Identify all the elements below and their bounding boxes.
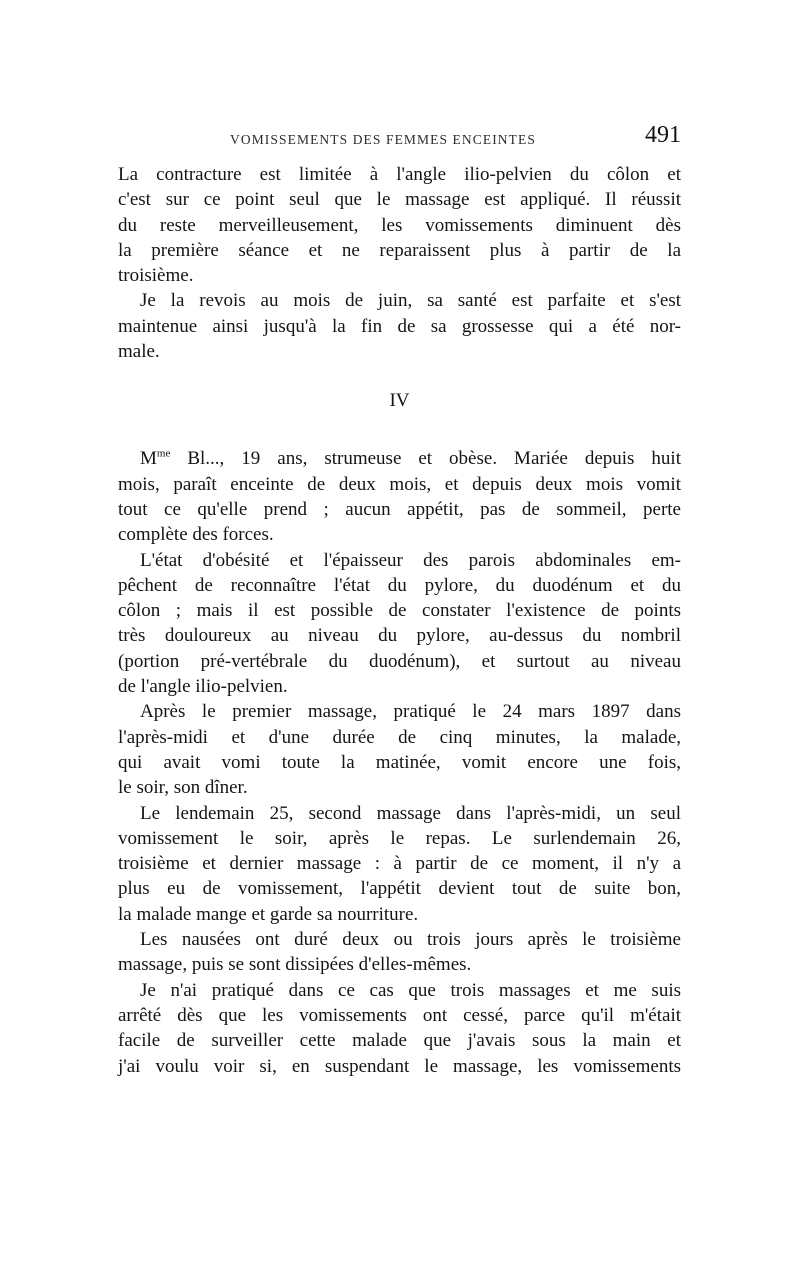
text-line [118,446,681,471]
text-line: vomissement le soir, après le repas. Le surlendemain 26, [118,827,681,849]
text-block-before [118,162,681,364]
text-line: plus eu de vomissement, l'appétit devient tout de suite bon, [118,878,681,900]
text-line: qui avait vomi toute la matinée, vomit encore une fois, [118,751,681,773]
text-line: massage, puis se sont dissipées d'elles-mêmes. [118,954,472,976]
text-line: Le lendemain 25, second massage dans l'après-midi, un seul [140,802,681,824]
title-abbrev-sup: me [156,448,171,461]
page-number: 491 [645,122,681,148]
text-block-after [118,446,681,1078]
text-line: j'ai voulu voir si, en suspendant le massage, les vomissements [118,1055,681,1077]
paragraph [118,162,681,288]
paragraph [118,801,681,927]
paragraph [118,978,681,1079]
text-line: Je la revois au mois de juin, sa santé est parfaite et s'est [140,290,681,312]
paragraph [118,548,681,700]
text-line: le soir, son dîner. [118,777,248,799]
text-line: Je n'ai pratiqué dans ce cas que trois massages et me suis [140,979,681,1001]
text-line: la première séance et ne reparaissent plus à partir de la [118,239,681,261]
text-line: très douloureux au niveau du pylore, au-dessus du nombril [118,625,681,647]
text-line: L'état d'obésité et l'épaisseur des parois abdominales em- [140,549,681,571]
paragraph [118,699,681,800]
text-line: troisième. [118,265,194,287]
text-line-rest: Bl..., 19 ans, strumeuse et obèse. Mariée depuis huit [170,448,681,470]
text-line: la malade mange et garde sa nourriture. [118,903,419,925]
text-line: male. [118,341,160,363]
text-line: Les nausées ont duré deux ou trois jours après le troisième [140,929,681,951]
text-line: l'après-midi et d'une durée de cinq minutes, la malade, [118,726,681,748]
text-line: La contracture est limitée à l'angle ilio-pelvien du côlon et [118,164,681,185]
text-line: Après le premier massage, pratiqué le 24 mars 1897 dans [140,701,681,723]
text-line: (portion pré-vertébrale du duodénum), et surtout au niveau [118,650,681,672]
text-line: pêchent de reconnaître l'état du pylore, du duodénum et du [118,574,681,596]
text-line: du reste merveilleusement, les vomissements diminuent dès [118,214,681,236]
text-line: côlon ; mais il est possible de constater l'existence de points [118,600,681,622]
text-line: tout ce qu'elle prend ; aucun appétit, pas de sommeil, perte [118,498,681,520]
text-line: maintenue ainsi jusqu'à la fin de sa grossesse qui a été nor- [118,315,681,337]
running-head: VOMISSEMENTS DES FEMMES ENCEINTES [230,132,536,147]
title-abbrev: M [140,448,157,470]
text-line: arrêté dès que les vomissements ont cessé, parce qu'il m'était [118,1004,681,1026]
paragraph [118,288,681,364]
text-line: mois, paraît enceinte de deux mois, et depuis deux mois vomit [118,473,681,495]
text-line: facile de surveiller cette malade que j'avais sous la main et [118,1030,681,1052]
text-line: complète des forces. [118,524,274,546]
book-page [118,118,681,1079]
paragraph [118,927,681,978]
text-line: troisième et dernier massage : à partir de ce moment, il n'y a [118,853,681,875]
text-line: de l'angle ilio-pelvien. [118,676,288,698]
text-line: c'est sur ce point seul que le massage est appliqué. Il réussit [118,189,681,211]
section-number: IV [389,390,410,412]
paragraph-patient-intro [118,446,681,547]
page-header [118,118,681,162]
